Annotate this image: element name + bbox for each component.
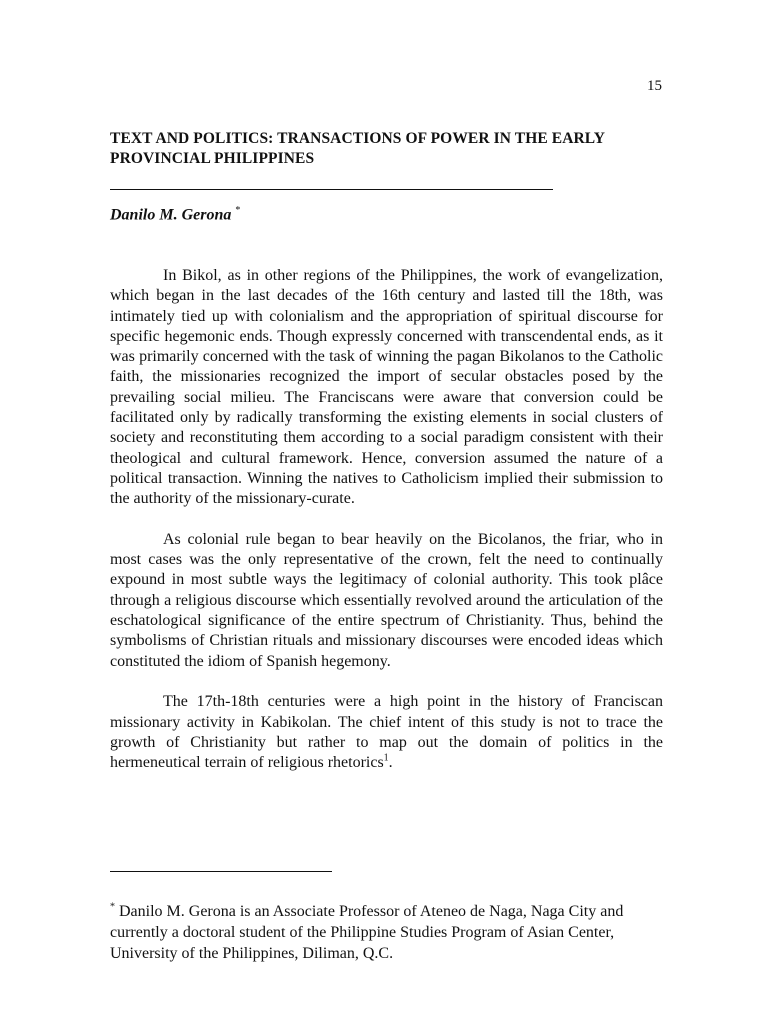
author-name: Danilo M. Gerona <box>110 206 232 224</box>
footnote-marker: * <box>110 901 115 913</box>
paragraph-2-text: As colonial rule began to bear heavily on the Bicolanos, the friar, who in most cases was the only representative of the crown, felt the need to continually expound in most subtle ways the legitimacy of colonial authority. This took plâce through a religious discourse which essentially revolved around the articulation of the eschatological significance of the entire spectrum of Christianity. Thus, behind the symbolisms of Christian rituals and missionary discourses were encoded ideas which constituted the idiom of Spanish hegemony. <box>110 530 663 670</box>
paragraph-1 <box>110 266 663 510</box>
paragraph-3-text: The 17th-18th centuries were a high point in the history of Franciscan missionary activity in Kabikolan. The chief intent of this study is not to trace the growth of Christianity but rather to map out the domain of politics in the hermeneutical terrain of religious rhetorics <box>110 693 663 772</box>
article-title: TEXT AND POLITICS: TRANSACTIONS OF POWER IN THE EARLY PROVINCIAL PHILIPPINES <box>110 130 605 167</box>
paragraph-3-end: . <box>388 754 393 772</box>
paragraph-3 <box>110 692 663 773</box>
paragraph-1-text: In Bikol, as in other regions of the Philippines, the work of evangelization, which began in the last decades of the 16th century and lasted till the 18th, was intimately tied up with colonialism and the appropriation of spiritual discourse for specific hegemonic ends. Though expressly concerned with transcendental ends, as it was primarily concerned with the task of winning the pagan Bikolanos to the Catholic faith, the missionaries recognized the import of secular obstacles posed by the prevailing social milieu. The Franciscans were aware that conversion could be facilitated only by radically transforming the existing elements in social clusters of society and reconstituting them according to a social paradigm consistent with their theological and cultural framework. Hence, conversion assumed the nature of a political transaction. Winning the natives to Catholicism implied their submission to the authority of the missionary-curate. <box>110 267 663 508</box>
title-divider <box>110 189 553 190</box>
paragraph-2 <box>110 530 663 672</box>
footnote-divider <box>110 871 332 872</box>
footnote <box>110 901 655 964</box>
author-footnote-marker: * <box>235 205 241 216</box>
footnote-reference: 1 <box>383 752 389 764</box>
article-body <box>110 266 663 794</box>
author-byline <box>110 205 240 224</box>
page-number: 15 <box>647 78 662 94</box>
footnote-text: Danilo M. Gerona is an Associate Professor of Ateneo de Naga, Naga City and currently a doctoral student of the Philippine Studies Program of Asian Center, University of the Philippines, Diliman, Q.C. <box>110 903 624 962</box>
